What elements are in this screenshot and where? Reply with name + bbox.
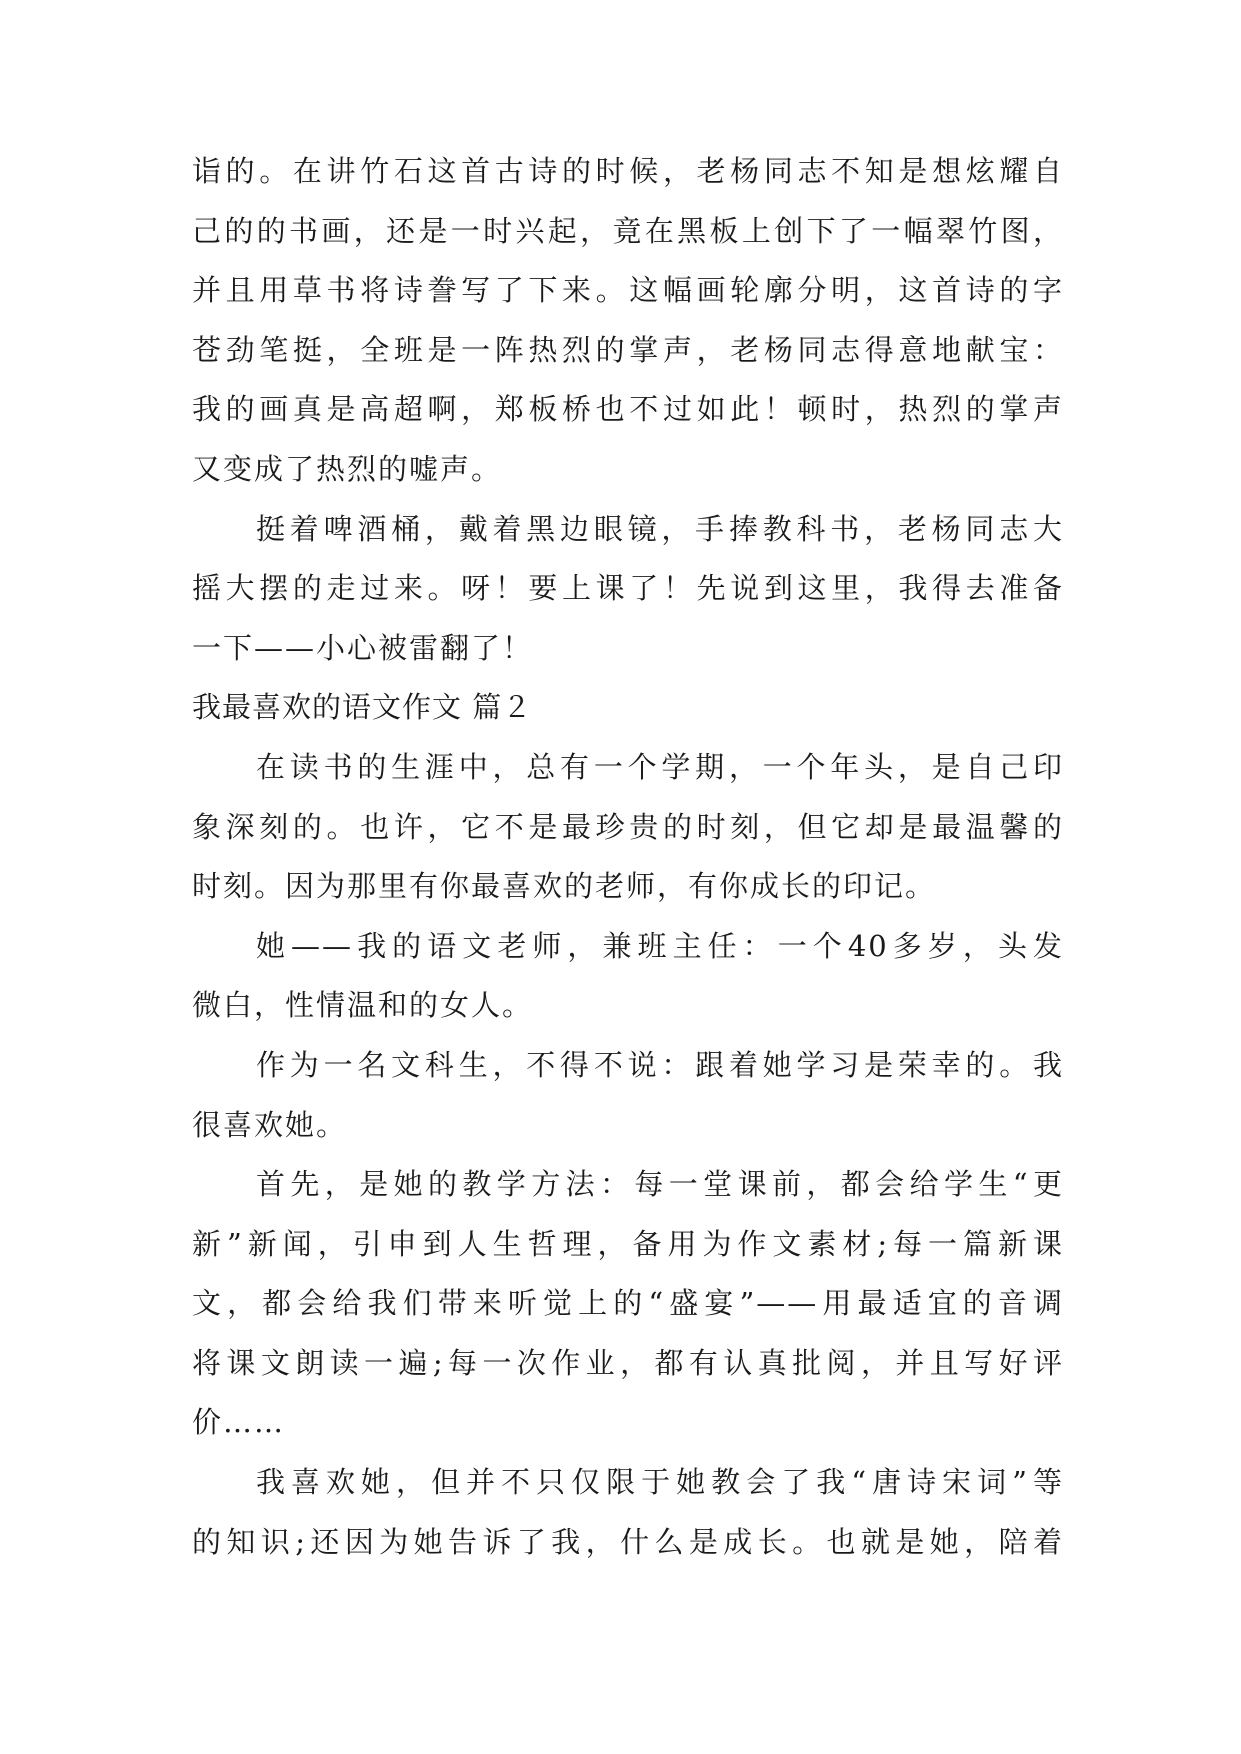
text-line: 又变成了热烈的嘘声。 xyxy=(192,451,503,486)
text-line: 首先，是她的教学方法：每一堂课前，都会给学生“更 xyxy=(256,1167,1064,1202)
section-heading: 我最喜欢的语文作文 篇２ xyxy=(192,690,533,725)
text-line: 我喜欢她，但并不只仅限于她教会了我“唐诗宋词”等 xyxy=(256,1465,1064,1500)
text-line: 作为一名文科生，不得不说：跟着她学习是荣幸的。我 xyxy=(256,1047,1064,1082)
text-line: 象深刻的。也许，它不是最珍贵的时刻，但它却是最温馨的 xyxy=(192,809,1064,844)
text-line: 时刻。因为那里有你最喜欢的老师，有你成长的印记。 xyxy=(192,869,937,904)
text-line: 很喜欢她。 xyxy=(192,1107,348,1142)
paragraph xyxy=(192,142,1064,500)
text-line: 价…… xyxy=(192,1405,286,1440)
text-line: 文，都会给我们带来听觉上的“盛宴”——用最适宜的音调 xyxy=(192,1286,1064,1321)
paragraph xyxy=(192,1453,1064,1572)
paragraph xyxy=(192,500,1064,679)
text-line: 诣的。在讲竹石这首古诗的时候，老杨同志不知是想炫耀自 xyxy=(192,154,1064,188)
text-line: 在读书的生涯中，总有一个学期，一个年头，是自己印 xyxy=(256,749,1064,784)
text-line: 一下——小心被雷翻了！ xyxy=(192,630,534,665)
paragraph xyxy=(192,1036,1064,1155)
paragraph xyxy=(192,738,1064,917)
document-body xyxy=(192,142,1064,1572)
text-line: 的知识;还因为她告诉了我，什么是成长。也就是她，陪着 xyxy=(192,1524,1064,1559)
paragraph xyxy=(192,1155,1064,1453)
paragraph xyxy=(192,917,1064,1036)
text-line: 挺着啤酒桶，戴着黑边眼镜，手捧教科书，老杨同志大 xyxy=(256,511,1064,546)
text-line: 苍劲笔挺，全班是一阵热烈的掌声，老杨同志得意地献宝： xyxy=(192,332,1064,367)
text-line: 并且用草书将诗誊写了下来。这幅画轮廓分明，这首诗的字 xyxy=(192,273,1064,308)
text-line: 新”新闻，引申到人生哲理，备用为作文素材;每一篇新课 xyxy=(192,1226,1064,1261)
text-line: 我的画真是高超啊，郑板桥也不过如此！顿时，热烈的掌声 xyxy=(192,392,1064,427)
text-line: 摇大摆的走过来。呀！要上课了！先说到这里，我得去准备 xyxy=(192,571,1064,606)
text-line: 她——我的语文老师，兼班主任：一个40多岁，头发 xyxy=(256,928,1064,963)
text-line: 将课文朗读一遍;每一次作业，都有认真批阅，并且写好评 xyxy=(192,1345,1064,1380)
text-line: 微白，性情温和的女人。 xyxy=(192,988,534,1023)
text-line: 己的的书画，还是一时兴起，竟在黑板上创下了一幅翠竹图， xyxy=(192,213,1064,248)
